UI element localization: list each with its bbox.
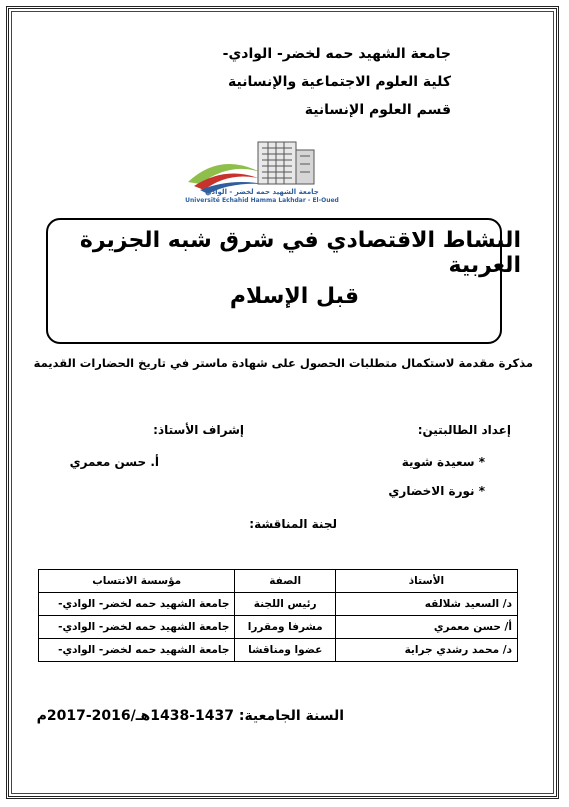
column-header-role: الصفة	[235, 570, 336, 593]
student-name-2: * نورة الاخضاري	[388, 484, 485, 498]
logo-caption-french: Université Echahid Hamma Lakhdar - El-Oued	[185, 197, 339, 204]
committee-table-header	[39, 570, 518, 593]
column-header-professor: الأستاذ	[335, 570, 517, 593]
faculty-name: كلية العلوم الاجتماعية والإنسانية	[228, 74, 451, 90]
thesis-title-line-1: النشاط الاقتصادي في شرق شبه الجزيرة العربية	[79, 228, 521, 278]
professor-role: عضوا ومناقشا	[235, 639, 336, 662]
professor-institution: جامعة الشهيد حمه لخضر- الوادي-	[39, 616, 235, 639]
department-name: قسم العلوم الإنسانية	[304, 102, 451, 118]
professor-institution: جامعة الشهيد حمه لخضر- الوادي-	[39, 593, 235, 616]
committee-table	[38, 569, 518, 662]
university-name: جامعة الشهيد حمه لخضر- الوادي-	[222, 46, 451, 62]
table-row	[39, 593, 518, 616]
student-name-1: * سعيدة شوية	[401, 455, 485, 469]
logo-green-swoosh	[188, 164, 260, 184]
professor-name: أ/ حسن معمري	[335, 616, 517, 639]
thesis-title-line-2: قبل الإسلام	[229, 284, 359, 309]
logo-building	[258, 142, 314, 184]
academic-year: السنة الجامعية: 1437-1438هـ/2016-2017م	[36, 708, 344, 724]
professor-name: د/ السعيد شلالقه	[335, 593, 517, 616]
professor-role: رئيس اللجنة	[235, 593, 336, 616]
students-label: إعداد الطالبتين:	[417, 423, 511, 437]
logo-caption-arabic: جامعة الشهيد حمه لخضر - الوادي	[205, 188, 319, 196]
professor-institution: جامعة الشهيد حمه لخضر- الوادي-	[39, 639, 235, 662]
committee-label: لجنة المناقشة:	[249, 517, 337, 531]
table-row	[39, 639, 518, 662]
supervisor-name: أ. حسن معمري	[69, 455, 159, 469]
professor-name: د/ محمد رشدي جراية	[335, 639, 517, 662]
table-row	[39, 616, 518, 639]
page-border-inner	[11, 11, 554, 794]
professor-role: مشرفا ومقررا	[235, 616, 336, 639]
column-header-institution: مؤسسة الانتساب	[39, 570, 235, 593]
thesis-subtitle: مذكرة مقدمة لاستكمال متطلبات الحصول على شهادة ماستر في تاريخ الحضارات القديمة	[33, 356, 533, 370]
supervisor-label: إشراف الأستاذ:	[153, 423, 244, 437]
